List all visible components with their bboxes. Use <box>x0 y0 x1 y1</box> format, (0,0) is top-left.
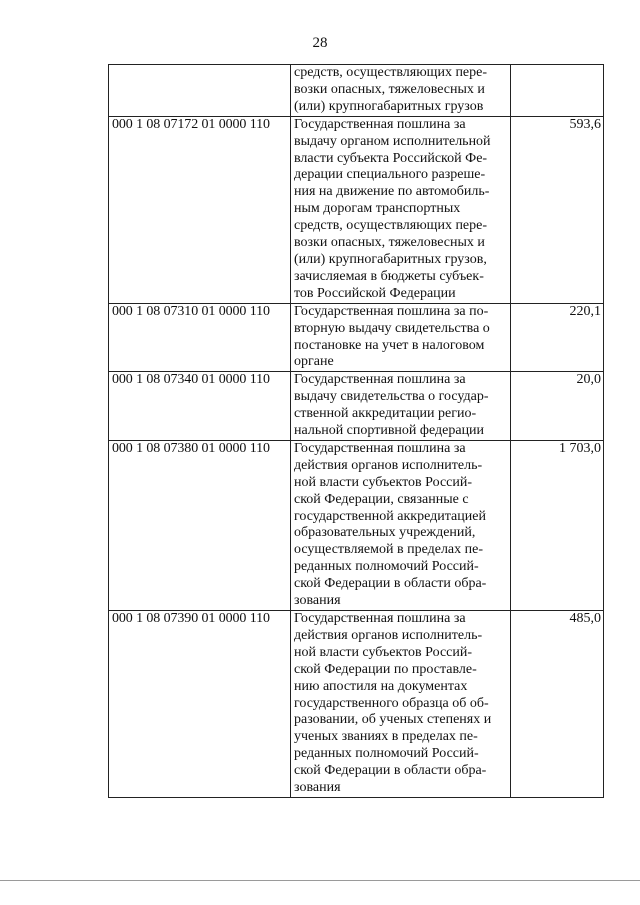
budget-code-cell: 000 1 08 07390 01 0000 110 <box>109 611 291 798</box>
table-row <box>109 372 604 441</box>
revenue-name-line: образовательных учреждений, <box>294 525 476 541</box>
budget-code-cell: 000 1 08 07172 01 0000 110 <box>109 116 291 303</box>
revenue-name-line: (или) крупногабаритных грузов <box>294 98 484 114</box>
revenue-name-line: ным дорогам транспортных <box>294 201 461 217</box>
revenue-name-line: Государственная пошлина за <box>294 611 466 626</box>
revenue-name-line: (или) крупногабаритных грузов, <box>294 251 487 267</box>
amount-cell: 1 703,0 <box>511 440 604 610</box>
revenue-name-line: ской Федерации в области обра- <box>294 763 487 779</box>
amount-cell: 593,6 <box>511 116 604 303</box>
revenue-name-line: зования <box>294 593 341 609</box>
revenue-name-line: ской Федерации, связанные с <box>294 491 469 507</box>
revenue-name-cell <box>291 611 511 798</box>
budget-code-cell: 000 1 08 07310 01 0000 110 <box>109 303 291 372</box>
revenue-name-line: органе <box>294 354 334 370</box>
amount-cell: 485,0 <box>511 611 604 798</box>
revenue-name-line: реданных полномочий Россий- <box>294 746 479 762</box>
revenue-name-cell <box>291 65 511 117</box>
revenue-name-line: возки опасных, тяжеловесных и <box>294 81 485 97</box>
revenue-name-line: ученых званиях в пределах пе- <box>294 729 478 745</box>
revenue-name-line: зования <box>294 780 341 796</box>
revenue-name-line: реданных полномочий Россий- <box>294 559 479 575</box>
revenue-name-line: Государственная пошлина за по- <box>294 303 489 319</box>
revenue-name-line: осуществляемой в пределах пе- <box>294 542 484 558</box>
amount-cell: 220,1 <box>511 303 604 372</box>
page-number: 28 <box>312 35 328 51</box>
revenue-name-line: выдачу органом исполнительной <box>294 133 491 149</box>
revenue-name-line: Государственная пошлина за <box>294 116 466 132</box>
table-row <box>109 611 604 798</box>
revenue-name-line: средств, осуществляющих пере- <box>294 218 488 234</box>
revenue-name-cell <box>291 116 511 303</box>
revenue-name-line: Государственная пошлина за <box>294 372 466 388</box>
scan-bottom-edge <box>0 880 640 881</box>
revenue-name-line: ной власти субъектов Россий- <box>294 644 473 660</box>
revenue-name-line: средств, осуществляющих пере- <box>294 65 488 80</box>
revenue-name-cell <box>291 372 511 441</box>
table-row <box>109 65 604 117</box>
revenue-name-line: государственного образца об об- <box>294 695 489 711</box>
amount-cell: 20,0 <box>511 372 604 441</box>
revenue-name-line: тов Российской Федерации <box>294 285 456 301</box>
revenue-name-line: ственной аккредитации регио- <box>294 406 477 422</box>
table-row <box>109 303 604 372</box>
revenue-name-line: ния на движение по автомобиль- <box>294 184 490 200</box>
revenue-name-line: зачисляемая в бюджеты субъек- <box>294 268 484 284</box>
budget-code-cell <box>109 65 291 117</box>
table-body <box>109 65 604 798</box>
revenue-name-line: власти субъекта Российской Фе- <box>294 150 488 166</box>
revenue-name-line: государственной аккредитацией <box>294 508 486 524</box>
revenue-name-line: ской Федерации по проставле- <box>294 661 477 677</box>
budget-code-cell: 000 1 08 07340 01 0000 110 <box>109 372 291 441</box>
revenue-name-line: ской Федерации в области обра- <box>294 576 487 592</box>
revenue-name-line: нию апостиля на документах <box>294 678 468 694</box>
revenue-name-cell <box>291 440 511 610</box>
revenue-name-line: дерации специального разреше- <box>294 167 486 183</box>
table-row <box>109 116 604 303</box>
revenue-name-line: постановке на учет в налоговом <box>294 337 485 353</box>
revenue-name-line: возки опасных, тяжеловесных и <box>294 235 485 251</box>
revenue-name-line: Государственная пошлина за <box>294 440 466 456</box>
revenue-name-cell <box>291 303 511 372</box>
budget-code-cell: 000 1 08 07380 01 0000 110 <box>109 440 291 610</box>
revenue-name-line: выдачу свидетельства о государ- <box>294 389 489 405</box>
amount-cell <box>511 65 604 117</box>
revenue-name-line: ной власти субъектов Россий- <box>294 474 473 490</box>
budget-revenue-table <box>108 64 604 798</box>
revenue-name-line: нальной спортивной федерации <box>294 423 485 439</box>
revenue-name-line: разовании, об ученых степенях и <box>294 712 492 728</box>
table-row <box>109 440 604 610</box>
revenue-name-line: действия органов исполнитель- <box>294 457 483 473</box>
revenue-name-line: вторную выдачу свидетельства о <box>294 320 490 336</box>
revenue-name-line: действия органов исполнитель- <box>294 627 483 643</box>
